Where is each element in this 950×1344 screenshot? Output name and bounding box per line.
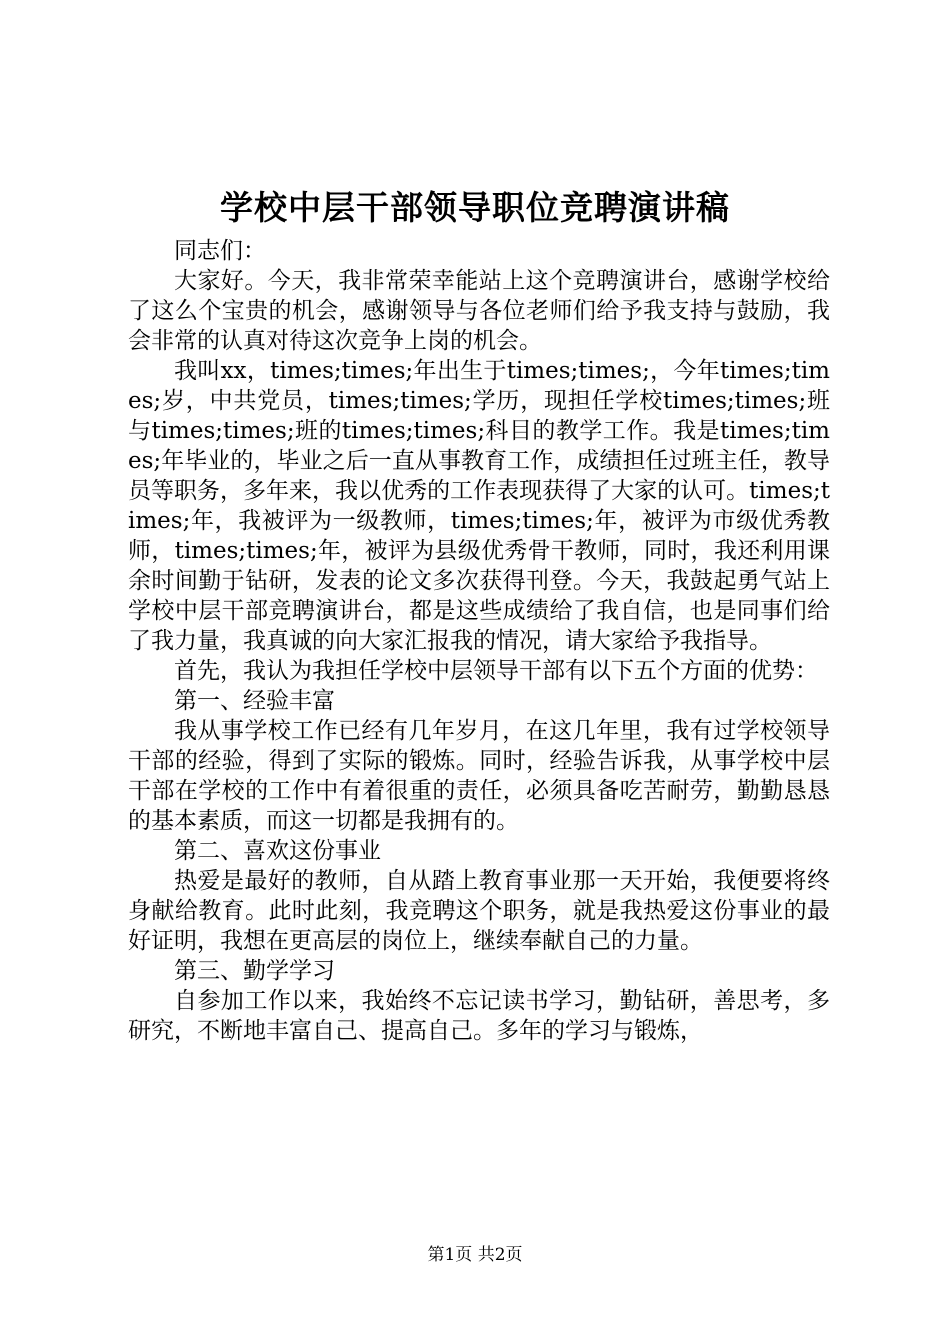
paragraph-advantages-intro: 首先，我认为我担任学校中层领导干部有以下五个方面的优势：: [174, 658, 818, 684]
heading-experience: 第一、经验丰富: [174, 688, 335, 714]
paragraph-self-introduction: 我叫xx，times;times;年出生于times;times;，今年times;times;岁，中共党员，times;times;学历，现担任学校times;times;班与times;times;班的times;times;科目的教学工作。我是times;times;年毕业的，毕业之后一直从事教育工作，成绩担任过班主任，教导员等职务，多年来，我以优秀的工作表现获得了大家的认可。times;times;年，我被评为一级教师，times;times;年，被评为市级优秀教师，times;times;年，被评为县级优秀骨干教师，同时，我还利用课余时间勤于钻研，发表的论文多次获得刊登。今天，我鼓起勇气站上学校中层干部竞聘演讲台，都是这些成绩给了我自信，也是同事们给了我力量，我真诚的向大家汇报我的情况，请大家给予我指导。: [128, 358, 830, 654]
heading-passion: 第二、喜欢这份事业: [174, 838, 381, 864]
document-body: [128, 236, 830, 1046]
paragraph-learning: 自参加工作以来，我始终不忘记读书学习，勤钻研，善思考，多研究，不断地丰富自己、提高自己。多年的学习与锻炼，: [128, 988, 830, 1044]
paragraph-experience: 我从事学校工作已经有几年岁月，在这几年里，我有过学校领导干部的经验，得到了实际的锻炼。同时，经验告诉我，从事学校中层干部在学校的工作中有着很重的责任，必须具备吃苦耐劳，勤勤恳恳的基本素质，而这一切都是我拥有的。: [128, 718, 830, 834]
paragraph-greeting: 大家好。今天，我非常荣幸能站上这个竞聘演讲台，感谢学校给了这么个宝贵的机会，感谢领导与各位老师们给予我支持与鼓励，我会非常的认真对待这次竞争上岗的机会。: [128, 268, 830, 354]
document-title: 学校中层干部领导职位竞聘演讲稿: [220, 188, 730, 227]
paragraph-passion: 热爱是最好的教师，自从踏上教育事业那一天开始，我便要将终身献给教育。此时此刻，我竞聘这个职务，就是我热爱这份事业的最好证明，我想在更高层的岗位上，继续奉献自己的力量。: [128, 868, 830, 954]
salutation: 同志们：: [174, 238, 266, 264]
page-footer: 第1页 共2页: [427, 1245, 523, 1265]
heading-learning: 第三、勤学学习: [174, 958, 335, 984]
